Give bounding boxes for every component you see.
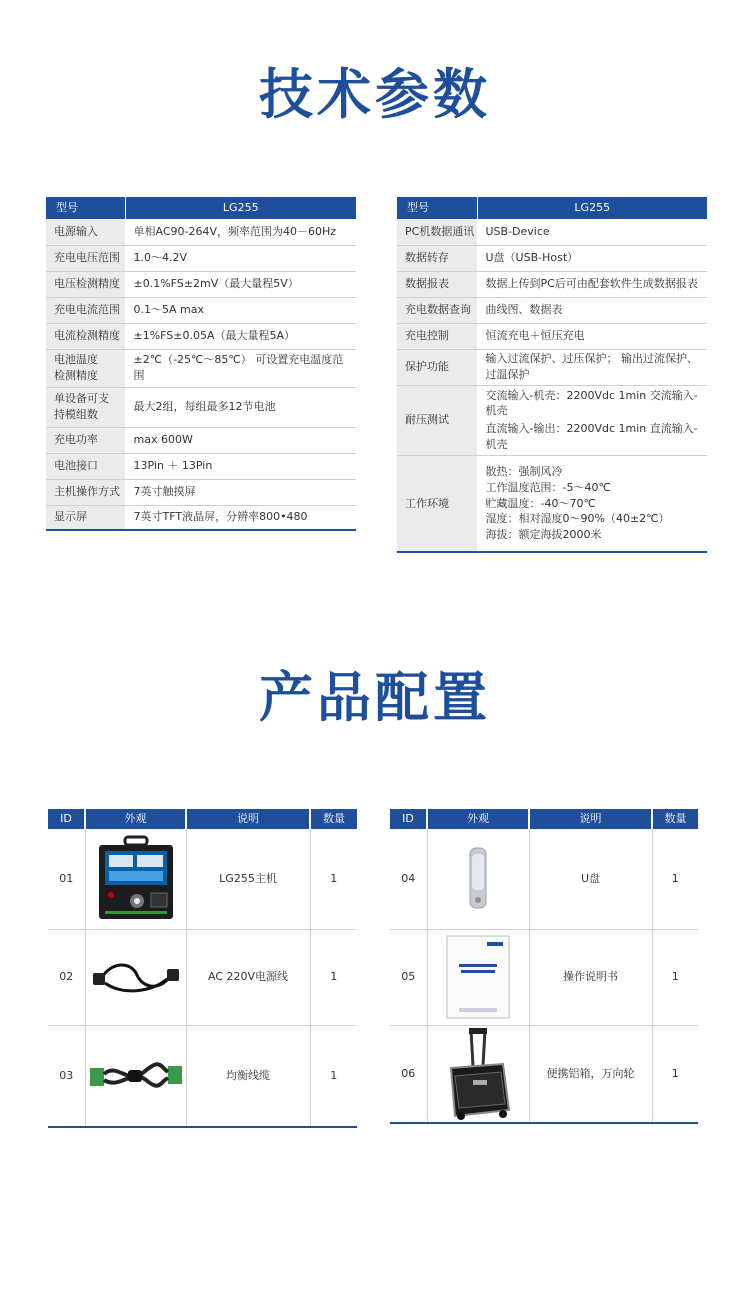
config-id: 04 (390, 829, 427, 929)
spec-value (477, 323, 707, 349)
spec-label (46, 479, 125, 505)
spec-value-line: 湿度：相对湿度0～90%（40±2℃） (485, 512, 670, 526)
spec-value-line: U盘（USB-Host） (485, 251, 579, 265)
spec-label-line: 充电控制 (405, 329, 449, 343)
spec-value (125, 271, 356, 297)
spec-value (125, 219, 356, 245)
spec-value-line: 交流输入-机壳：2200Vdc 1min 交流输入-机壳 (485, 388, 698, 418)
spec-value-line: 过温保护 (485, 368, 530, 381)
spec-label-line: 电池温度 (54, 353, 98, 367)
spec-header-row (397, 197, 707, 219)
spec-value-line: 工作温度范围：-5～40℃ (485, 480, 611, 494)
spec-value-line: 7英寸TFT液晶屏，分辨率800•480 (133, 510, 308, 524)
spec-label (397, 385, 477, 456)
config-id: 06 (390, 1025, 427, 1123)
spec-value-line: ±0.1%FS±2mV（最大量程5V） (133, 277, 299, 291)
spec-row (397, 219, 707, 245)
config-description: 均衡线缆 (186, 1025, 310, 1127)
config-quantity: 1 (310, 929, 357, 1025)
spec-row (397, 456, 707, 552)
specs-title: 技术参数 (259, 63, 491, 126)
config-header-row (390, 809, 698, 829)
spec-value-line: USB-Device (485, 224, 550, 238)
spec-label-line: 单设备可支 (54, 392, 109, 406)
spec-label-line: 电源输入 (54, 224, 98, 238)
spec-value (125, 323, 356, 349)
spec-value (125, 505, 356, 530)
spec-label (46, 245, 125, 271)
spec-value (477, 245, 707, 271)
spec-label-line: 工作环境 (405, 496, 449, 510)
power-cord-image (85, 929, 186, 1025)
spec-label (46, 453, 125, 479)
spec-label-line: 数据转存 (405, 251, 449, 265)
spec-label (46, 271, 125, 297)
config-row (390, 829, 698, 929)
spec-value-line: 输入过流保护、过压保护； 输出过流保护、 (485, 352, 698, 366)
spec-label-line: 主机操作方式 (54, 485, 120, 499)
spec-row (397, 297, 707, 323)
col-id-header: ID (48, 809, 85, 829)
config-row (48, 829, 357, 929)
spec-value-line: 最大2组，每组最多12节电池 (133, 400, 276, 414)
spec-row (397, 323, 707, 349)
spec-value-line: 7英寸触摸屏 (133, 485, 196, 499)
spec-value-line: ±1%FS±0.05A（最大量程5A） (133, 329, 296, 343)
col-quantity-header: 数量 (310, 809, 357, 829)
spec-label-line: PC机数据通讯 (405, 224, 475, 238)
aluminum-case-image (427, 1025, 529, 1123)
config-quantity: 1 (310, 829, 357, 929)
manual-image (427, 929, 529, 1025)
spec-table-left (46, 197, 356, 531)
spec-label (46, 219, 125, 245)
spec-label-line: 显示屏 (54, 510, 87, 524)
config-row (48, 1025, 357, 1127)
spec-header-key: 型号 (46, 197, 125, 219)
spec-row (46, 479, 356, 505)
spec-value (477, 349, 707, 385)
spec-label-line: 检测精度 (54, 369, 98, 382)
spec-label-line: 充电功率 (54, 433, 98, 447)
spec-label (397, 245, 477, 271)
config-row (390, 1025, 698, 1123)
spec-value (477, 456, 707, 552)
spec-value-line: 海拔：额定海拔2000米 (485, 528, 602, 542)
config-quantity: 1 (652, 1025, 698, 1123)
spec-value (125, 387, 356, 427)
spec-value-line: 13Pin ＋ 13Pin (133, 459, 213, 473)
spec-row (397, 271, 707, 297)
spec-header-row (46, 197, 356, 219)
spec-row (46, 297, 356, 323)
config-description: U盘 (529, 829, 652, 929)
config-table-right (390, 809, 698, 1124)
config-id: 03 (48, 1025, 85, 1127)
spec-value-line: 数据上传到PC后可由配套软件生成数据报表 (485, 277, 698, 291)
col-appearance-header: 外观 (427, 809, 529, 829)
spec-value (125, 427, 356, 453)
spec-row (397, 349, 707, 385)
config-quantity: 1 (310, 1025, 357, 1127)
spec-value (477, 271, 707, 297)
spec-label-line: 电流检测精度 (54, 329, 120, 343)
spec-table-right (397, 197, 707, 553)
col-quantity-header: 数量 (652, 809, 698, 829)
spec-value (477, 297, 707, 323)
config-description: LG255主机 (186, 829, 310, 929)
spec-row (46, 219, 356, 245)
spec-value-line: 直流输入-输出：2200Vdc 1min 直流输入-机壳 (485, 422, 698, 452)
config-id: 05 (390, 929, 427, 1025)
spec-value-line: 散热：强制风冷 (485, 464, 563, 478)
col-description-header: 说明 (529, 809, 652, 829)
spec-value-line: 单相AC90-264V，频率范围为40－60Hz (133, 224, 337, 238)
spec-value (477, 219, 707, 245)
spec-label-line: 充电数据查询 (405, 303, 471, 317)
config-header-row (48, 809, 357, 829)
spec-row (46, 387, 356, 427)
spec-value (125, 453, 356, 479)
spec-label (46, 387, 125, 427)
spec-label (397, 271, 477, 297)
config-id: 01 (48, 829, 85, 929)
spec-label (46, 505, 125, 530)
col-description-header: 说明 (186, 809, 310, 829)
spec-label (397, 349, 477, 385)
spec-row (397, 245, 707, 271)
spec-row (46, 271, 356, 297)
spec-value (125, 349, 356, 387)
config-title: 产品配置 (259, 666, 491, 729)
spec-label (397, 297, 477, 323)
spec-label-line: 电压检测精度 (54, 277, 120, 291)
spec-value (125, 297, 356, 323)
spec-value (477, 385, 707, 456)
config-id: 02 (48, 929, 85, 1025)
col-id-header: ID (390, 809, 427, 829)
config-row (390, 929, 698, 1025)
spec-row (46, 349, 356, 387)
config-row (48, 929, 357, 1025)
config-description: AC 220V电源线 (186, 929, 310, 1025)
spec-value-line: 0.1～5A max (133, 303, 204, 317)
spec-row (46, 245, 356, 271)
config-table-left (48, 809, 357, 1128)
col-appearance-header: 外观 (85, 809, 186, 829)
spec-label (397, 323, 477, 349)
spec-label (46, 349, 125, 387)
spec-label (46, 323, 125, 349)
spec-value-line: 贮藏温度：-40～70℃ (485, 496, 596, 510)
usb-drive-image (427, 829, 529, 929)
config-description: 便携铝箱，万向轮 (529, 1025, 652, 1123)
spec-label (46, 427, 125, 453)
spec-row (46, 427, 356, 453)
spec-header-model: LG255 (477, 197, 707, 219)
spec-value (125, 479, 356, 505)
spec-label (397, 456, 477, 552)
spec-label-line: 充电电流范围 (54, 303, 120, 317)
spec-label (46, 297, 125, 323)
config-description: 操作说明书 (529, 929, 652, 1025)
spec-row (397, 385, 707, 456)
spec-label-line: 持模组数 (54, 408, 98, 421)
spec-value-line: max 600W (133, 433, 193, 447)
spec-label-line: 充电电压范围 (54, 251, 120, 265)
spec-header-model: LG255 (125, 197, 356, 219)
spec-row (46, 323, 356, 349)
spec-value-line: 1.0～4.2V (133, 251, 188, 265)
config-quantity: 1 (652, 829, 698, 929)
spec-label-line: 数据报表 (405, 277, 449, 291)
spec-row (46, 453, 356, 479)
spec-label-line: 保护功能 (405, 360, 449, 374)
spec-label-line: 电池接口 (54, 459, 98, 473)
spec-value-line: 曲线图、数据表 (485, 303, 563, 317)
spec-header-key: 型号 (397, 197, 477, 219)
config-quantity: 1 (652, 929, 698, 1025)
host-unit-image (85, 829, 186, 929)
balance-cable-image (85, 1025, 186, 1127)
spec-label-line: 耐压测试 (405, 413, 449, 427)
spec-value (125, 245, 356, 271)
spec-value-line: ±2℃（-25℃～85℃） 可设置充电温度范围 (133, 353, 344, 382)
spec-value-line: 恒流充电＋恒压充电 (485, 329, 585, 343)
spec-label (397, 219, 477, 245)
spec-row (46, 505, 356, 530)
